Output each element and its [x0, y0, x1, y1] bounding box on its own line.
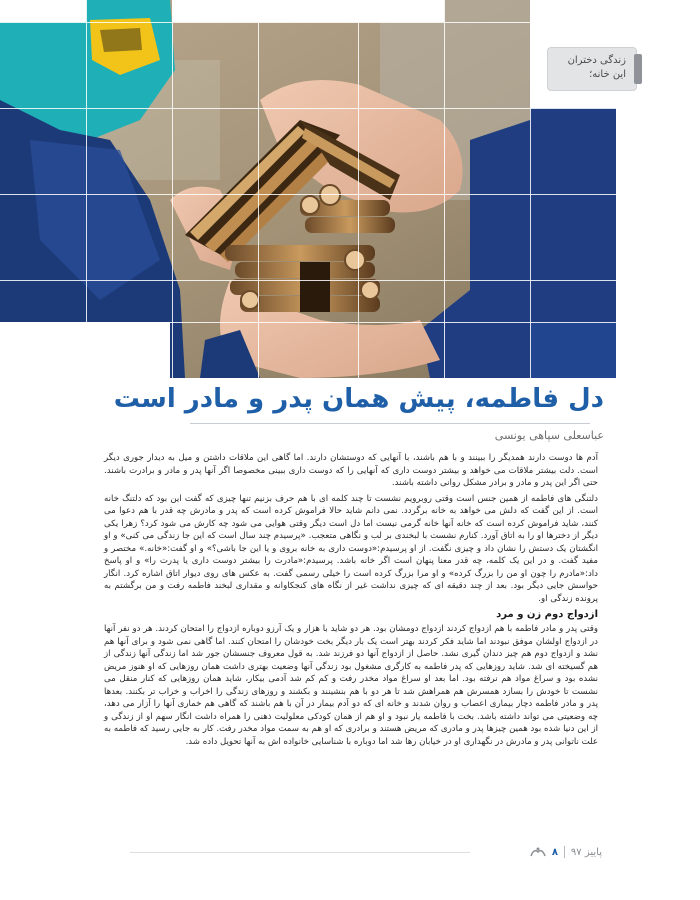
footer-rule	[130, 852, 470, 853]
grid-line	[0, 194, 700, 195]
subheading: ازدواج دوم زن و مرد	[496, 608, 598, 620]
article-title: دل فاطمه، پیش همان پدر و مادر است	[113, 384, 604, 414]
section-tag-text	[554, 54, 626, 82]
collage-sleeve-block	[530, 108, 616, 322]
article-body	[104, 452, 598, 752]
paragraph: وقتی پدر و مادر فاطمه با هم ازدواج کردند ازدواج دومشان بود. هر دو شاید با هزار و یک آرزو دوباره ازدواج را امتحان کردند. هر دو نفر آنها در ازدواج اولشان موفق نبودند اما شاید فکر کردند بهتر است یک بار دیگر بخت خودشان را امتحان کنند. اما گاهی نمی شود و برای آنها هم نشد و ازدواج دوم هم چیز دندان گیری نشد. حاصل از ازدواج آنها دو فرزند شد. به قول معروف جنسشان جور شد اما زندگی آنها زندگی از هم گسیخته ای شد. شاید روزهایی که پدر فاطمه به کارگری مشغول بود زندگی آنها وضعیت بهتری داشت همان روزهایی که او هنوز مریض نشده بود و سراغ مواد هم نرفته بود. اما بعد او سراغ مواد مخدر رفت و کم کم شد آدمی بیکار، شاید همان روزهایی که کنار منقل می نشست تا خودش را بسازد همسرش هم همراهش شد تا هر دو با هم بنشینند و بکشند و روزهای زندگی را اخراب و خراب تر بکنند. بعدها پدر و مادر فاطمه دچار بیماری اعصاب و روان شدند و خانه ای که دو آدم بیمار در آن با هم باشند که گاهی هم خماری آنها را آزار می دهد، چه وضعیتی می تواند داشته باشد. بخت با فاطمه یار نبود و او هم از همان کودکی معلولیت ذهنی را همراه داشت انگار سهم او از زندگی و از این دنیا شده بود همین چیزها پدر و مادری که مریض هستند و برادری که او هم به سمت مواد مخدر رفت. کار به جایی رسید که فاطمه به علت ناتوانی پدر و مادرش در نگهداری او در خیابان رها شد اما دوباره با شناسایی خانواده اش به آنها تحویل داده شد.	[104, 624, 598, 748]
collage-mask	[616, 322, 700, 378]
paragraph: دلتنگی های فاطمه از همین جنس است وقتی روبرویم نشست تا چند کلمه ای با هم حرف بزنیم تنها چیزی که گفت این بود که دلتنگ خانه است. از این گفت که دلش می خواهد به خانه برگردد. نمی دانم شاید حالا فراموش کرده است که پدر و مادرش چه قدر با هم دعوا می کنند، شاید فراموش کرده است که خانه آنها خانه گرمی نیست اما دل است دیگر وقتی هوایی می شود چه کارش می شود کرد؟ زهرا یکی دیگر از دخترها او را به اتاق آورد. کنارم نشست با لبخندی بر لب و نگاهی متعجب. «پرسیدم چند سال است که این جا زندگی می کنی» و او انگشتان یک دستش را نشان داد و چیزی نگفت. از او پرسیدم:«دوست داری به خانه بروی و یا این جا باشی؟» و او گفت:«خانه.» مختصر و مفید گفت. و در این یک کلمه، چه قدر معنا پنهان است اگر خانه باشد. پرسیدم:«مادرت را بیشتر دوست داری یا پدرت را» و او پاسخ داد:«مادرم را چون او من را بزرگ کرده» و او مرا بزرگ کرده است را خیلی رسمی گفت. به عکس های روی دیوار اتاق اشاره کرد. انگار حواسش جایی دیگر بود. بعد از چند دقیقه ای که چیزی نداشت غیر از نگاه های کنجکاوانه و مقداری لبخند فاطمه رفت و من برگشتم به پرونده زندگی او.	[104, 493, 598, 605]
collage-mask	[172, 0, 444, 22]
collage-sleeve-block	[530, 322, 616, 378]
collage-mask	[530, 0, 700, 22]
grid-line	[0, 108, 700, 109]
paragraph: آدم ها دوست دارند همدیگر را ببینند و با هم باشند، با آنهایی که دوستشان دارند. اما گاهی این ملاقات داشتن و میل به دیدار جوری دیگر است. دلت بیشتر ملاقات می خواهد و بیشتر دوست داری که آنهایی را که دوست داری ببینی مخصوصا اگر آنها پدر و مادر و برادرت باشند. حتی اگر این پدر و مادر و برادر مشکل روانی داشته باشند.	[104, 453, 598, 489]
title-rule	[190, 423, 590, 424]
page-footer	[530, 846, 602, 858]
grid-line	[0, 280, 700, 281]
footer-separator	[564, 846, 565, 858]
section-tag-tab	[634, 54, 642, 84]
magazine-logo-icon	[530, 846, 546, 858]
issue-label: پاییز ۹۷	[570, 846, 602, 858]
section-tag-line1: زندگی دختران	[567, 55, 626, 66]
grid-line	[0, 322, 700, 323]
collage-mask	[0, 0, 86, 22]
article-author: عباسعلی سپاهی یونسی	[494, 429, 604, 442]
page-number: ۸	[551, 846, 558, 858]
section-tag-line2: این خانه؛	[589, 69, 626, 80]
section-tag	[548, 48, 636, 90]
collage-mask	[0, 322, 170, 378]
grid-line	[0, 22, 700, 23]
